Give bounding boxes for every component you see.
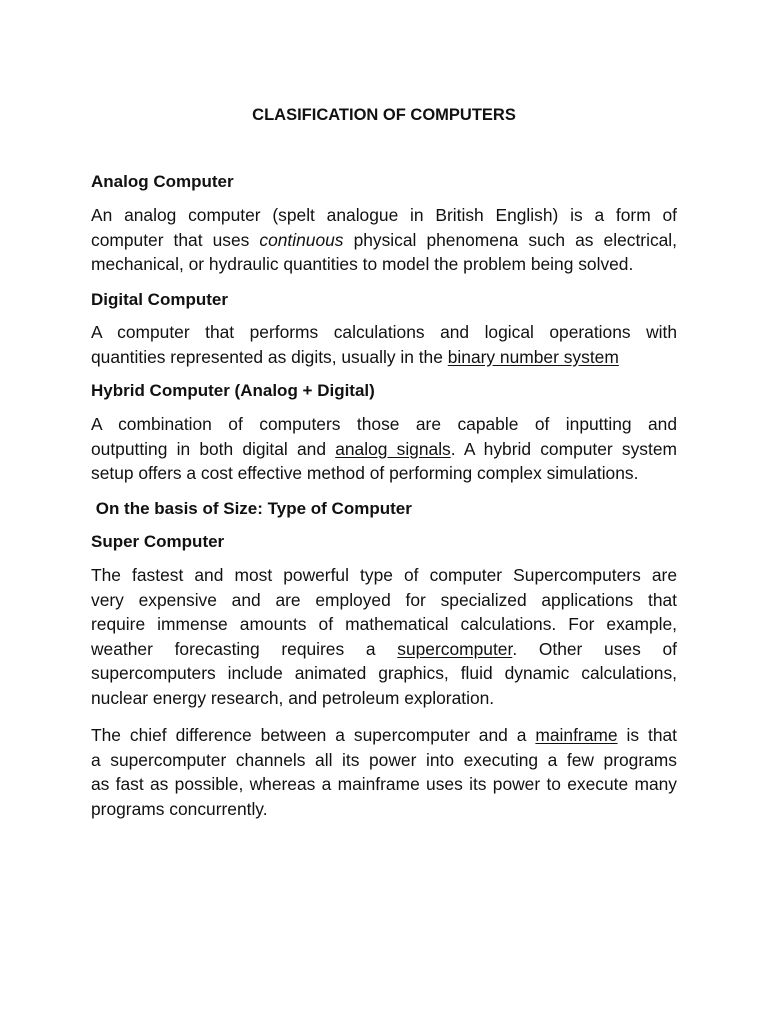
- super-p1-line-5: supercomputers include animated graphics, fluid dynamic calculations,: [91, 663, 677, 683]
- hybrid-line-2: [91, 437, 677, 462]
- super-p2-line-3: as fast as possible, whereas a mainframe uses its power to execute many: [91, 774, 677, 794]
- hybrid-line-2-rest: . A hybrid computer system: [450, 438, 677, 459]
- analog-line-2-rest: physical phenomena such as electrical,: [343, 229, 678, 250]
- binary-number-system-link[interactable]: binary number system: [447, 346, 619, 367]
- super-computer-paragraph-2: [91, 723, 677, 821]
- digital-line-2: [91, 345, 677, 370]
- super-p1-line-6: nuclear energy research, and petroleum exploration.: [91, 687, 495, 708]
- super-p1-line-4-rest: . Other uses of: [512, 638, 677, 659]
- super-p2-line-1-rest: is that: [617, 725, 677, 745]
- analog-line-3: mechanical, or hydraulic quantities to model the problem being solved.: [91, 254, 634, 274]
- digital-computer-paragraph: [91, 320, 677, 369]
- super-p1-line-3: require immense amounts of mathematical calculations. For example,: [91, 614, 677, 634]
- supercomputer-link[interactable]: supercomputer: [397, 638, 513, 659]
- hybrid-computer-heading: Hybrid Computer (Analog + Digital): [91, 381, 375, 400]
- analog-computer-heading: Analog Computer: [91, 172, 234, 191]
- super-p1-line-4: [91, 637, 677, 662]
- super-p2-line-1: [91, 723, 677, 748]
- hybrid-line-1: A combination of computers those are capable of inputting and: [91, 414, 677, 434]
- super-computer-paragraph-1: [91, 563, 677, 710]
- digital-line-2-text: quantities represented as digits, usually in the: [91, 346, 448, 367]
- size-type-heading: On the basis of Size: Type of Computer: [91, 499, 412, 518]
- analog-signals-link[interactable]: analog signals: [335, 438, 451, 459]
- mainframe-link[interactable]: mainframe: [535, 725, 618, 745]
- digital-line-1: A computer that performs calculations and logical operations with: [91, 322, 677, 342]
- analog-line-1: An analog computer (spelt analogue in British English) is a form of: [91, 205, 677, 225]
- analog-line-2: [91, 228, 677, 253]
- super-computer-heading: Super Computer: [91, 532, 225, 551]
- analog-computer-paragraph: [91, 203, 677, 277]
- hybrid-line-3: setup offers a cost effective method of performing complex simulations.: [91, 463, 639, 483]
- super-p2-line-1-text: The chief difference between a supercomputer and a: [91, 725, 536, 745]
- super-p2-line-4: programs concurrently.: [91, 798, 268, 819]
- digital-computer-heading: Digital Computer: [91, 290, 228, 309]
- super-p1-line-4-text: weather forecasting requires a: [91, 638, 398, 659]
- analog-line-2-text: computer that uses: [91, 229, 260, 250]
- super-p1-line-1: The fastest and most powerful type of computer Supercomputers are: [91, 565, 677, 585]
- hybrid-line-2-text: outputting in both digital and: [91, 438, 336, 459]
- hybrid-computer-paragraph: [91, 412, 677, 486]
- page-title: CLASIFICATION OF COMPUTERS: [252, 106, 516, 124]
- super-p1-line-2: very expensive and are employed for specialized applications that: [91, 589, 677, 610]
- super-p2-line-2: a supercomputer channels all its power into executing a few programs: [91, 749, 677, 770]
- continuous-emphasis: continuous: [259, 229, 344, 250]
